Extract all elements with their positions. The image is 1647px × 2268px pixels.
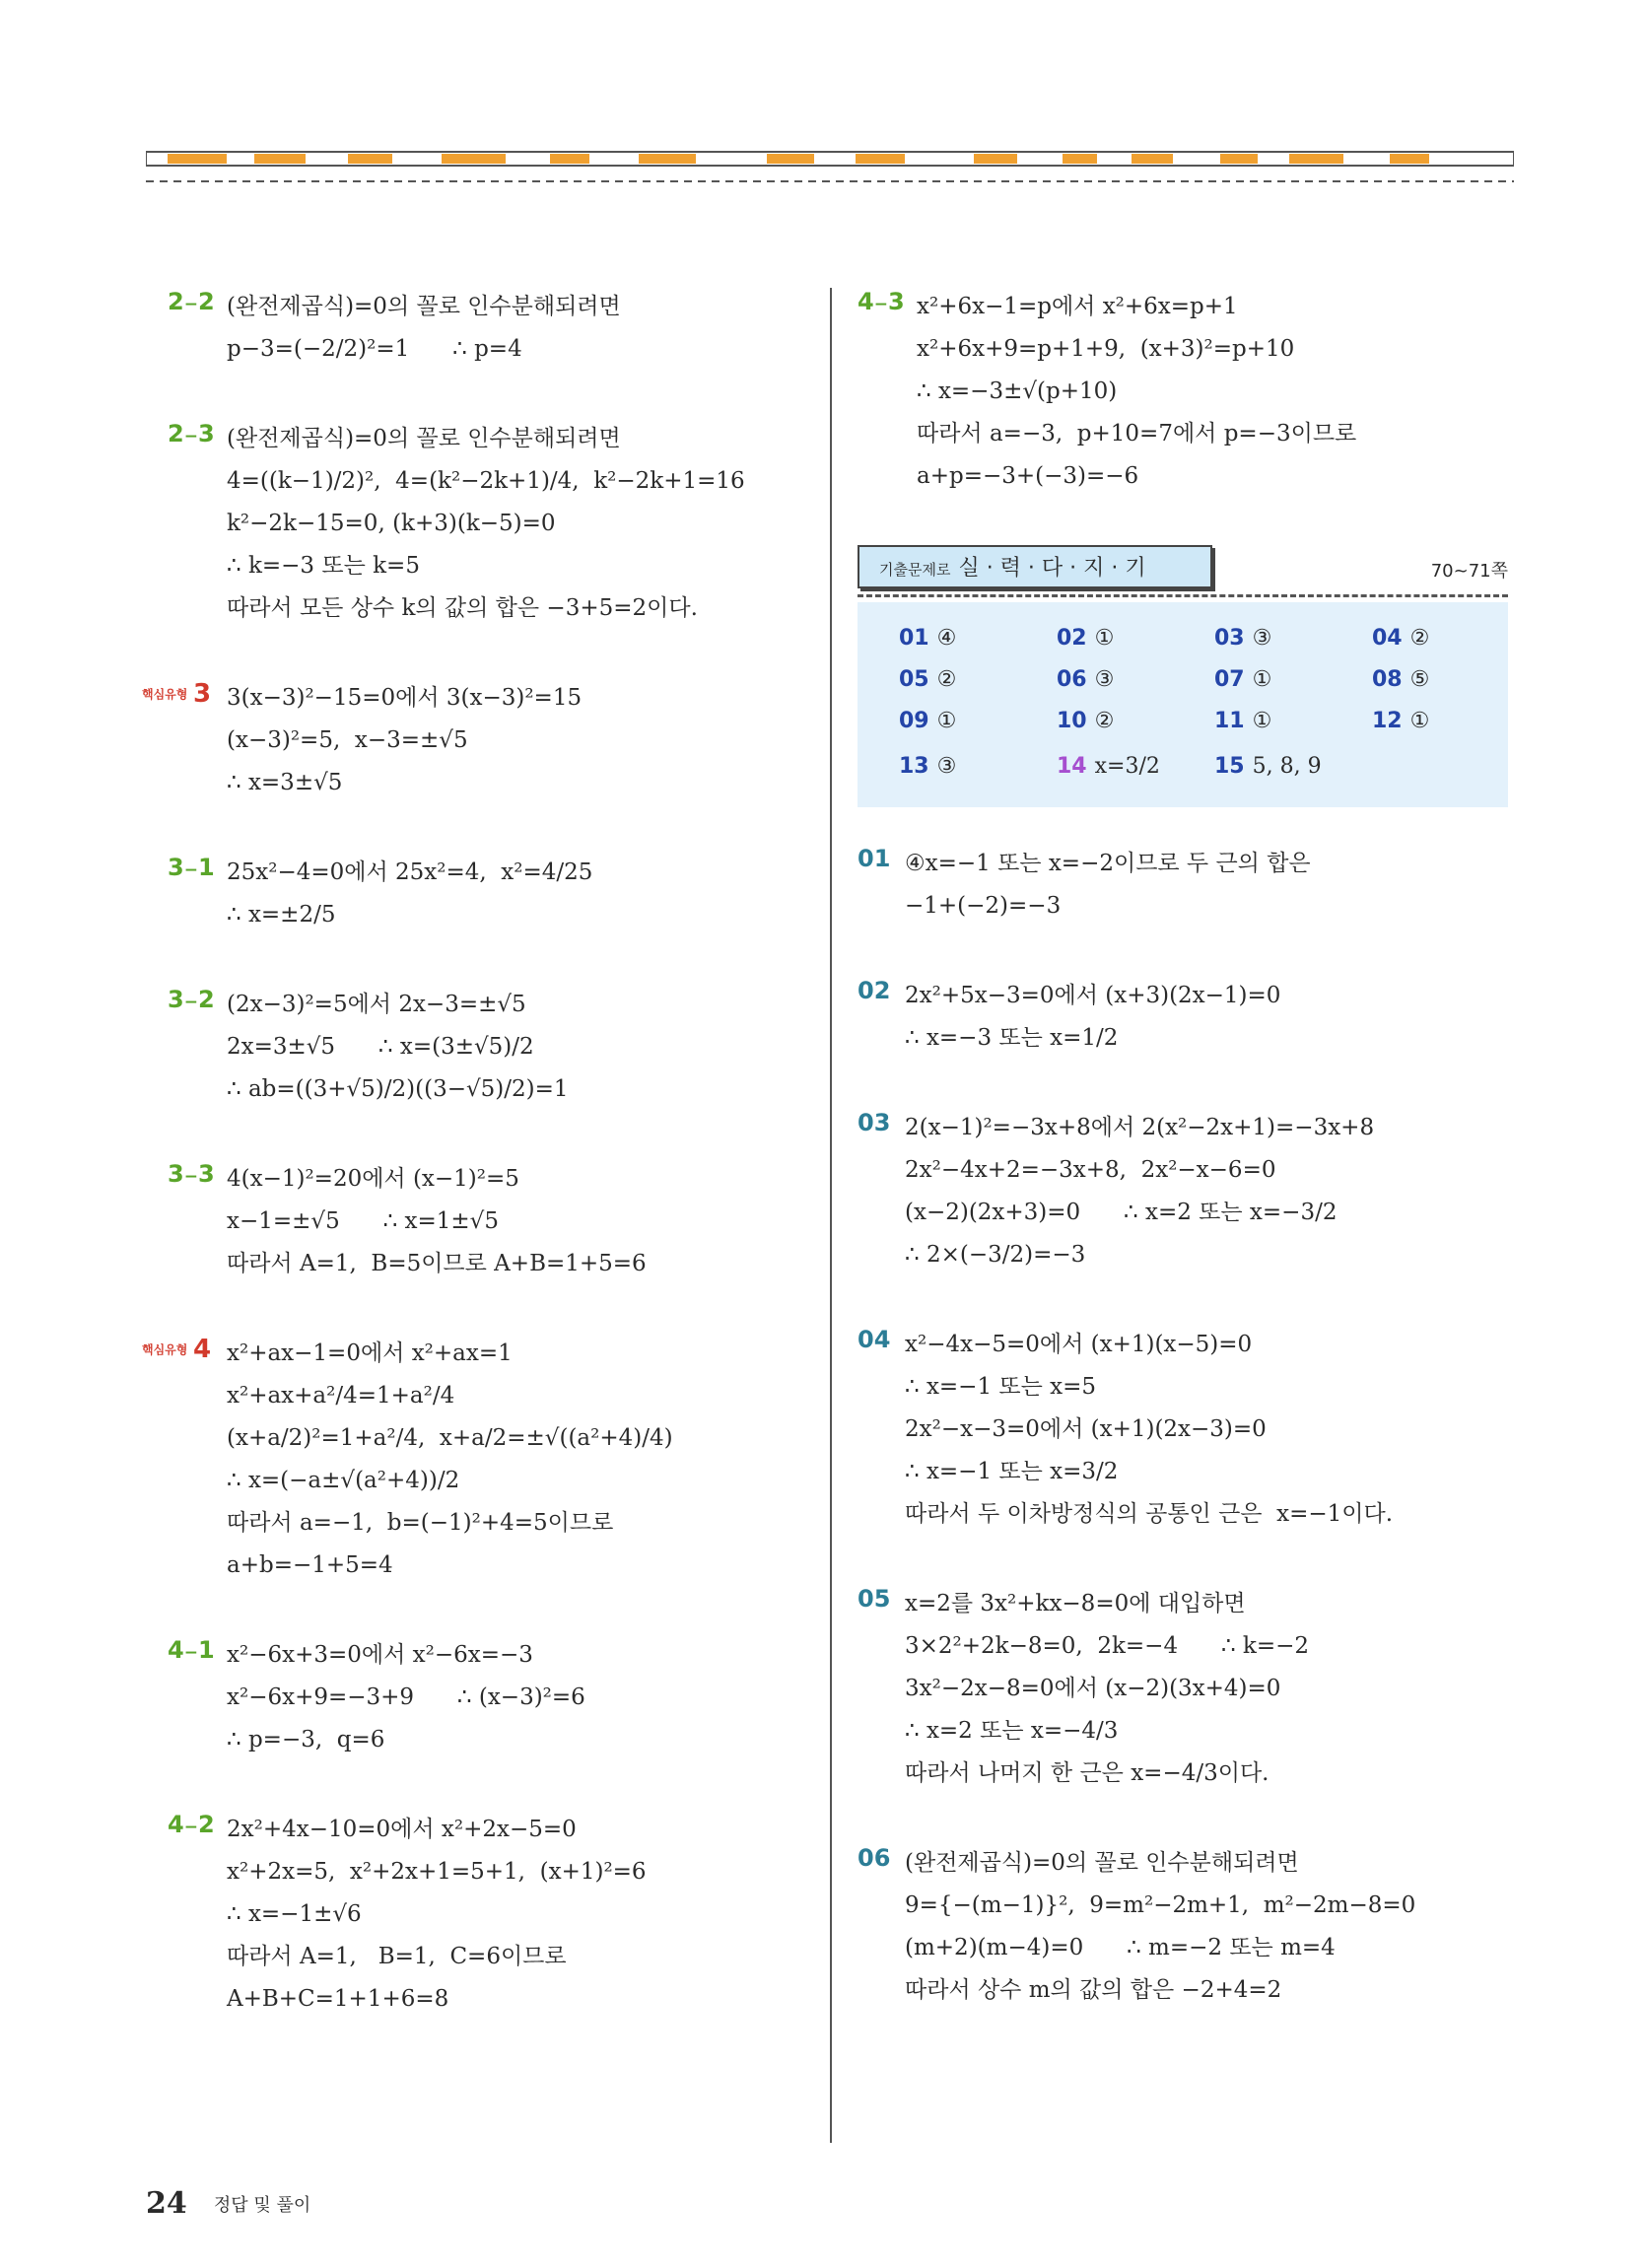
answer-value: ④ — [936, 626, 957, 651]
solution-lines — [227, 1809, 818, 2021]
answer-item — [1057, 620, 1214, 657]
solution-block — [168, 1634, 818, 1761]
answer-number: 07 — [1214, 667, 1245, 692]
answer-number: 04 — [1372, 626, 1403, 651]
problem-number: 05 — [858, 1585, 891, 1613]
solution-block — [168, 418, 818, 630]
solution-lines — [905, 1583, 1508, 1795]
answer-value: ③ — [1094, 667, 1115, 692]
answer-number: 09 — [899, 709, 929, 733]
solution-line: 2x²−4x+2=−3x+8, 2x²−x−6=0 — [905, 1157, 1276, 1183]
answer-item — [899, 748, 1057, 786]
answer-number: 02 — [1057, 626, 1087, 651]
solution-block — [168, 984, 818, 1111]
solution-line: 2(x−1)²=−3x+8에서 2(x²−2x+1)=−3x+8 — [905, 1115, 1375, 1140]
answer-value: ③ — [936, 754, 957, 779]
page-footer — [146, 2186, 310, 2221]
problem-number: 2−3 — [168, 420, 215, 447]
solution-line: ∴ x=2 또는 x=−4/3 — [905, 1718, 1119, 1744]
right-column — [858, 286, 1508, 2059]
panel-header — [858, 545, 1508, 602]
footer-label: 정답 및 풀이 — [213, 2194, 311, 2216]
answer-value: ① — [1252, 667, 1272, 692]
panel-title-small: 기출문제로 — [879, 561, 951, 579]
solution-line: 2x²−x−3=0에서 (x+1)(2x−3)=0 — [905, 1416, 1267, 1442]
answer-item — [1057, 748, 1214, 786]
solution-line: 2x=3±√5 ∴ x=(3±√5)/2 — [227, 1034, 534, 1060]
answer-item — [1214, 620, 1372, 657]
problem-number: 04 — [858, 1326, 891, 1353]
solution-line: 따라서 a=−1, b=(−1)²+4=5이므로 — [227, 1510, 614, 1536]
solution-line: p−3=(−2/2)²=1 ∴ p=4 — [227, 336, 522, 362]
solution-line: −1+(−2)=−3 — [905, 893, 1062, 919]
solution-block — [142, 1333, 818, 1587]
solution-line: 25x²−4=0에서 25x²=4, x²=4/25 — [227, 859, 593, 885]
panel-pages: 70~71쪽 — [1430, 561, 1508, 582]
page-number: 24 — [146, 2186, 187, 2221]
answer-value: ⑤ — [1409, 667, 1430, 692]
solution-line: ∴ x=±2/5 — [227, 902, 336, 928]
answer-value: ③ — [1252, 626, 1272, 651]
panel-title: 실 · 력 · 다 · 지 · 기 — [958, 556, 1146, 581]
solution-lines — [227, 286, 818, 371]
solution-lines — [905, 1842, 1508, 2012]
solution-line: ∴ p=−3, q=6 — [227, 1727, 385, 1753]
core-type-tag — [142, 1335, 211, 1364]
panel-title-box — [858, 545, 1212, 588]
solution-line: (x+a/2)²=1+a²/4, x+a/2=±√((a²+4)/4) — [227, 1425, 673, 1451]
problem-number: 4−1 — [168, 1636, 215, 1664]
solution-lines — [227, 1333, 818, 1587]
answer-number: 13 — [899, 754, 929, 779]
solution-line: k²−2k−15=0, (k+3)(k−5)=0 — [227, 511, 556, 536]
solution-line: ∴ x=−3±√(p+10) — [917, 378, 1118, 404]
solution-line: 4=((k−1)/2)², 4=(k²−2k+1)/4, k²−2k+1=16 — [227, 468, 745, 494]
answer-item — [899, 661, 1057, 699]
core-type-tag — [142, 679, 211, 709]
answer-value: 5, 8, 9 — [1252, 754, 1322, 779]
solution-block — [858, 1583, 1508, 1795]
practice-panel — [858, 545, 1508, 807]
problem-number: 2−2 — [168, 288, 215, 315]
solution-lines — [905, 1324, 1508, 1536]
solution-line: x−1=±√5 ∴ x=1±√5 — [227, 1208, 499, 1234]
solution-line: A+B+C=1+1+6=8 — [227, 1986, 449, 2012]
answer-value: x=3/2 — [1094, 754, 1160, 779]
problem-number: 4−3 — [858, 288, 905, 315]
solution-block — [858, 975, 1508, 1060]
solution-block — [168, 852, 818, 936]
solution-line: ∴ x=(−a±√(a²+4))/2 — [227, 1468, 460, 1493]
solution-line: 따라서 a=−3, p+10=7에서 p=−3이므로 — [917, 421, 1357, 447]
solution-lines — [917, 286, 1508, 498]
problem-number: 3−2 — [168, 986, 215, 1013]
core-type-label: 핵심유형 — [142, 1342, 188, 1357]
solution-lines — [905, 843, 1508, 928]
solution-block — [168, 1158, 818, 1285]
solution-lines — [227, 677, 818, 804]
solution-line: 9={−(m−1)}², 9=m²−2m+1, m²−2m−8=0 — [905, 1892, 1416, 1918]
solution-line: (완전제곱식)=0의 꼴로 인수분해되려면 — [227, 294, 621, 319]
answer-value: ① — [1094, 626, 1115, 651]
answer-value: ① — [1409, 709, 1430, 733]
solution-line: x²−4x−5=0에서 (x+1)(x−5)=0 — [905, 1332, 1253, 1357]
answer-number: 06 — [1057, 667, 1087, 692]
solution-line: ∴ ab=((3+√5)/2)((3−√5)/2)=1 — [227, 1076, 569, 1102]
answer-value: ② — [1094, 709, 1115, 733]
top-decoration-bar — [146, 148, 1514, 187]
solution-line: 2x²+4x−10=0에서 x²+2x−5=0 — [227, 1817, 577, 1842]
solution-lines — [227, 1158, 818, 1285]
solution-line: 따라서 A=1, B=5이므로 A+B=1+5=6 — [227, 1251, 647, 1276]
answer-number: 14 — [1057, 754, 1087, 779]
solution-line: ④x=−1 또는 x=−2이므로 두 근의 합은 — [905, 851, 1311, 876]
solution-line: 따라서 모든 상수 k의 값의 합은 −3+5=2이다. — [227, 595, 698, 621]
core-type-number: 4 — [192, 1335, 212, 1364]
solution-lines — [905, 975, 1508, 1060]
solution-line: 3x²−2x−8=0에서 (x−2)(3x+4)=0 — [905, 1676, 1281, 1701]
solution-line: x²+ax−1=0에서 x²+ax=1 — [227, 1340, 513, 1366]
solution-line: 따라서 나머지 한 근은 x=−4/3이다. — [905, 1760, 1270, 1786]
solution-block — [858, 286, 1508, 498]
solution-line: x²−6x+9=−3+9 ∴ (x−3)²=6 — [227, 1684, 585, 1710]
answer-item — [1214, 703, 1372, 740]
solution-line: 따라서 상수 m의 값의 합은 −2+4=2 — [905, 1977, 1282, 2003]
core-type-number: 3 — [192, 679, 212, 709]
solution-block — [858, 1324, 1508, 1536]
solution-line: 따라서 두 이차방정식의 공통인 근은 x=−1이다. — [905, 1501, 1394, 1527]
answer-value: ② — [936, 667, 957, 692]
answer-number: 11 — [1214, 709, 1245, 733]
solution-line: (2x−3)²=5에서 2x−3=±√5 — [227, 992, 526, 1017]
answer-item — [899, 620, 1057, 657]
answer-item — [1372, 620, 1530, 657]
problem-number: 06 — [858, 1844, 891, 1872]
answer-item — [899, 703, 1057, 740]
answer-item — [1057, 661, 1214, 699]
solution-line: x²−6x+3=0에서 x²−6x=−3 — [227, 1642, 533, 1668]
answer-item — [1057, 703, 1214, 740]
answer-grid — [858, 620, 1508, 740]
solution-line: 따라서 A=1, B=1, C=6이므로 — [227, 1944, 567, 1969]
solution-line: x²+6x+9=p+1+9, (x+3)²=p+10 — [917, 336, 1295, 362]
solution-block — [168, 1809, 818, 2021]
answer-number: 10 — [1057, 709, 1087, 733]
solution-line: ∴ x=3±√5 — [227, 770, 343, 795]
solution-line: a+p=−3+(−3)=−6 — [917, 463, 1139, 489]
solution-line: ∴ x=−1 또는 x=5 — [905, 1374, 1097, 1400]
solution-lines — [227, 1634, 818, 1761]
solution-line: 3×2²+2k−8=0, 2k=−4 ∴ k=−2 — [905, 1633, 1310, 1659]
solution-line: a+b=−1+5=4 — [227, 1552, 393, 1578]
left-column — [142, 286, 818, 2068]
answer-row-extra — [858, 748, 1508, 786]
solution-lines — [227, 418, 818, 630]
solution-block — [858, 1107, 1508, 1276]
solution-line: ∴ 2×(−3/2)=−3 — [905, 1242, 1086, 1268]
problem-number: 3−1 — [168, 854, 215, 881]
problem-number: 3−3 — [168, 1160, 215, 1188]
solution-line: 2x²+5x−3=0에서 (x+3)(2x−1)=0 — [905, 983, 1281, 1008]
answer-item — [1214, 661, 1372, 699]
solution-block — [858, 1842, 1508, 2012]
column-divider — [830, 288, 832, 2143]
answer-number: 05 — [899, 667, 929, 692]
core-type-label: 핵심유형 — [142, 687, 188, 702]
solution-line: ∴ x=−1±√6 — [227, 1901, 362, 1927]
solution-line: x²+2x=5, x²+2x+1=5+1, (x+1)²=6 — [227, 1859, 647, 1885]
answer-value: ① — [1252, 709, 1272, 733]
solution-line: ∴ x=−3 또는 x=1/2 — [905, 1025, 1119, 1051]
answer-key — [858, 602, 1508, 807]
answer-number: 15 — [1214, 754, 1245, 779]
solution-line: 4(x−1)²=20에서 (x−1)²=5 — [227, 1166, 519, 1192]
right-top-solutions — [858, 286, 1508, 498]
solution-line: (x−3)²=5, x−3=±√5 — [227, 727, 468, 753]
answer-number: 01 — [899, 626, 929, 651]
answer-item — [1372, 703, 1530, 740]
solution-block — [858, 843, 1508, 928]
solution-line: (완전제곱식)=0의 꼴로 인수분해되려면 — [905, 1850, 1299, 1876]
answer-value: ① — [936, 709, 957, 733]
problem-number: 03 — [858, 1109, 891, 1136]
solution-block — [168, 286, 818, 371]
solution-line: x²+6x−1=p에서 x²+6x=p+1 — [917, 294, 1238, 319]
answer-value: ② — [1409, 626, 1430, 651]
solution-lines — [905, 1107, 1508, 1276]
solution-line: x²+ax+a²/4=1+a²/4 — [227, 1383, 455, 1409]
answer-item — [1214, 748, 1372, 786]
solution-block — [142, 677, 818, 804]
answer-number: 08 — [1372, 667, 1403, 692]
problem-number: 02 — [858, 977, 891, 1004]
solution-line: ∴ x=−1 또는 x=3/2 — [905, 1459, 1119, 1484]
answer-item — [1372, 661, 1530, 699]
answer-number: 03 — [1214, 626, 1245, 651]
solution-line: (m+2)(m−4)=0 ∴ m=−2 또는 m=4 — [905, 1935, 1336, 1960]
panel-divider — [858, 594, 1508, 597]
solution-line: x=2를 3x²+kx−8=0에 대입하면 — [905, 1591, 1246, 1616]
problem-number: 4−2 — [168, 1811, 215, 1838]
solution-lines — [227, 984, 818, 1111]
answer-number: 12 — [1372, 709, 1403, 733]
solution-line: (완전제곱식)=0의 꼴로 인수분해되려면 — [227, 426, 621, 451]
solution-line: 3(x−3)²−15=0에서 3(x−3)²=15 — [227, 685, 583, 711]
solution-line: (x−2)(2x+3)=0 ∴ x=2 또는 x=−3/2 — [905, 1200, 1338, 1225]
problem-number: 01 — [858, 845, 891, 872]
solution-lines — [227, 852, 818, 936]
right-bottom-solutions — [858, 843, 1508, 2012]
solution-line: ∴ k=−3 또는 k=5 — [227, 553, 420, 579]
